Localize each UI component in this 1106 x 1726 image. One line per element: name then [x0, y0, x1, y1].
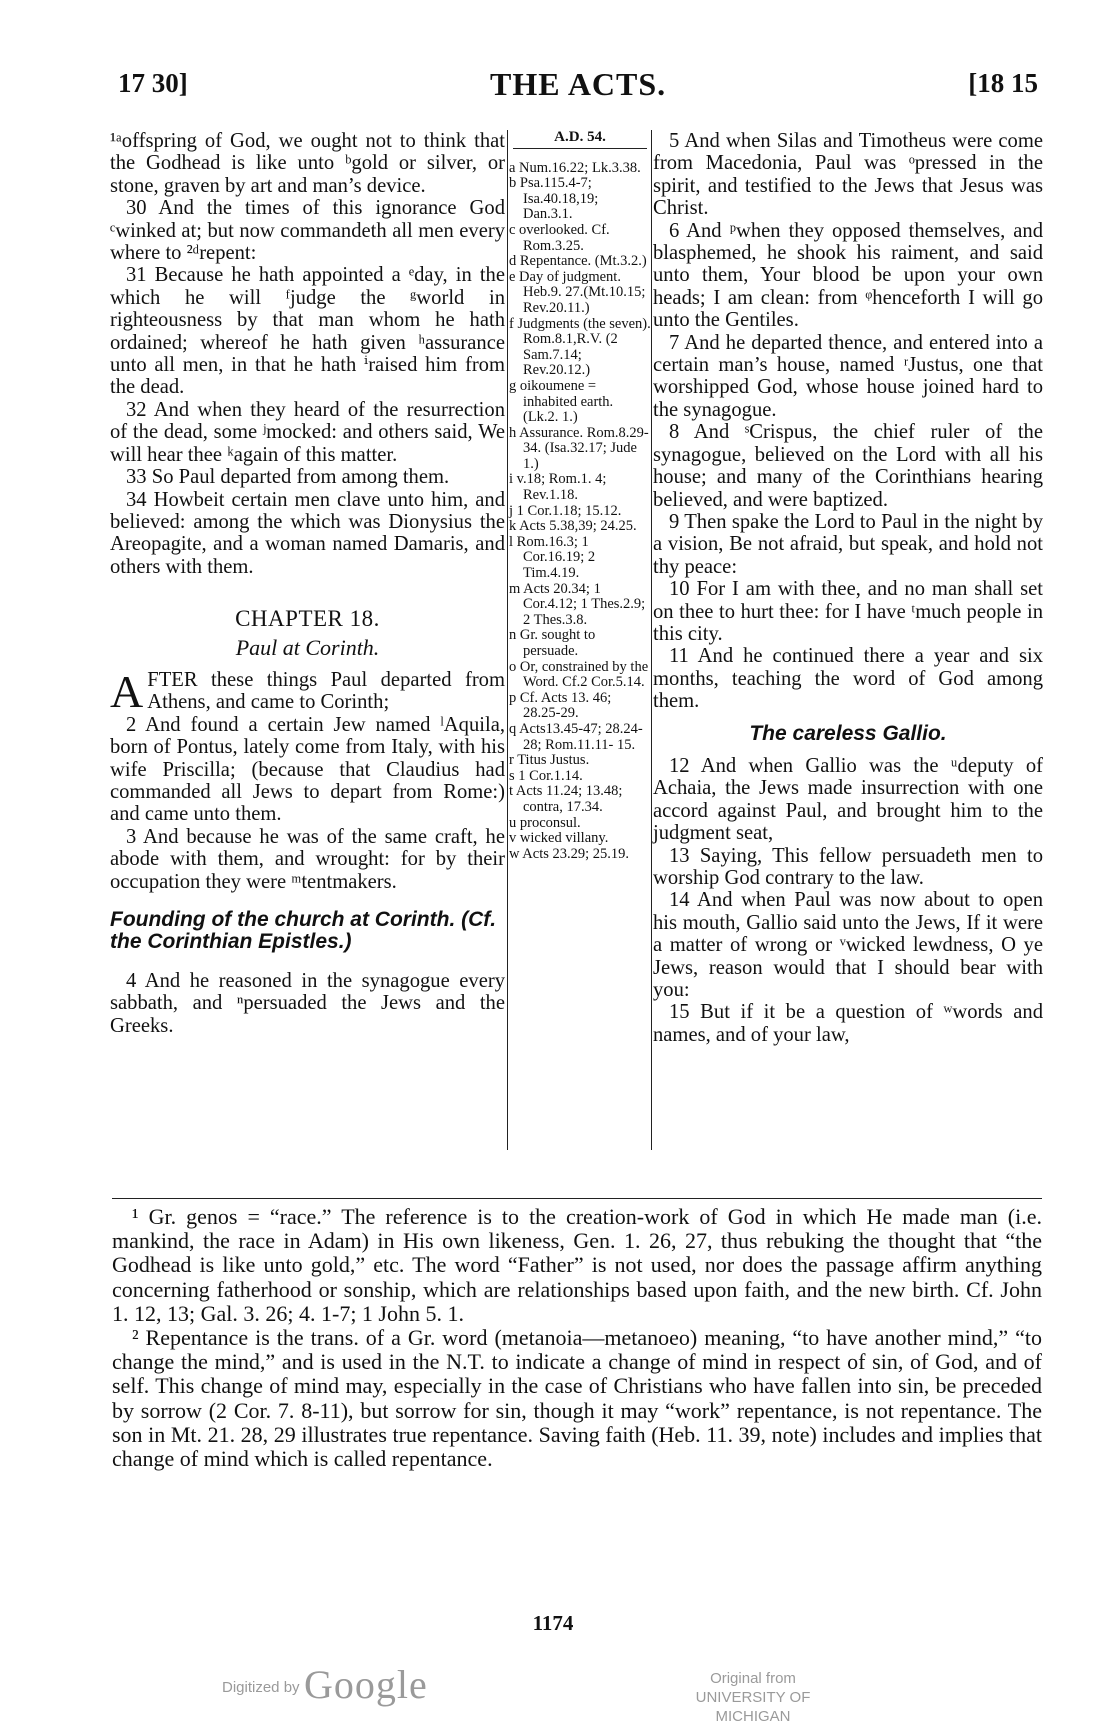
- chapter-subtitle: Paul at Corinth.: [235, 634, 380, 660]
- text-column-left: [110, 130, 505, 1037]
- reference-note: b Psa.115.4-7; Isa.40.18,19; Dan.3.1.: [509, 175, 599, 223]
- header-right-reference: [18 15: [968, 68, 1038, 98]
- section-heading-gallio: The careless Gallio.: [749, 721, 947, 745]
- verse-1: [110, 665, 505, 717]
- text-column-right: [653, 130, 1043, 1046]
- footnote-divider: [112, 1198, 1042, 1199]
- verse-15: 15 But if it be a question of ʷwords and names, and of your law,: [653, 1001, 1043, 1046]
- verse-2: 2 And found a certain Jew named ˡAquila, born of Pontus, lately come from Italy, with his wife Priscilla; (because that Claudius had commanded all Jews to depart from Rome:) and came unto them.: [110, 713, 505, 826]
- reference-note: g oikoumene = inhabited earth. (Lk.2. 1.): [509, 377, 614, 426]
- reference-note: o Or, constrained by the Word. Cf.2 Cor.5.14.: [509, 658, 649, 691]
- digitized-by-text: Digitized by: [222, 1679, 300, 1696]
- chapter-heading: CHAPTER 18.: [235, 606, 380, 632]
- reference-note: p Cf. Acts 13. 46; 28.25-29.: [509, 689, 612, 722]
- verse-29-continued: ¹ᵃoffspring of God, we ought not to think that the Godhead is like unto ᵇgold or silver, or stone, graven by art and man’s device.: [110, 130, 505, 197]
- reference-note: r Titus Justus.: [509, 752, 590, 769]
- reference-note: u proconsul.: [509, 814, 581, 831]
- verse-34: 34 Howbeit certain men clave unto him, and believed: among the which was Dionysius the Areopagite, and a woman named Damaris, and others with them.: [110, 488, 505, 578]
- verse-7: 7 And he departed thence, and entered into a certain man’s house, named ʳJustus, one that worshipped God, whose house joined hard to the synagogue.: [653, 331, 1043, 421]
- column-divider-right: [651, 130, 652, 1150]
- verse-33: 33 So Paul departed from among them.: [126, 466, 450, 489]
- reference-note: e Day of judgment. Heb.9. 27.(Mt.10.15; Rev.20.11.): [509, 268, 646, 316]
- section-heading-founding: Founding of the church at Corinth. (Cf. the Corinthian Epistles.): [110, 908, 497, 954]
- verse-1-text: FTER these things Paul departed from Athens, and came to Corinth;: [147, 668, 505, 714]
- running-header: [118, 68, 1038, 108]
- reference-note: q Acts13.45-47; 28.24-28; Rom.11.11- 15.: [509, 720, 643, 753]
- footnotes: [112, 1205, 1042, 1471]
- verse-30: 30 And the times of this ignorance God ᶜwinked at; but now commandeth all men every where to ²ᵈrepent:: [110, 197, 505, 265]
- verse-32: 32 And when they heard of the resurrection of the dead, some ʲmocked: and others said, We will hear thee ᵏagain of this matter.: [110, 398, 505, 466]
- reference-note: m Acts 20.34; 1 Cor.4.12; 1 Thes.2.9; 2 Thes.3.8.: [509, 580, 646, 628]
- verse-4: 4 And he reasoned in the synagogue every sabbath, and ⁿpersuaded the Jews and the Greeks.: [110, 969, 505, 1037]
- digitized-by-watermark: [222, 1661, 428, 1708]
- page-number: 1174: [532, 1611, 574, 1635]
- verse-8: 8 And ˢCrispus, the chief ruler of the synagogue, believed on the Lord with all his house; and many of the Corinthians hearing believed, and were baptized.: [653, 421, 1043, 511]
- verse-31: 31 Because he hath appointed a ᵉday, in the which he will ᶠjudge the ᵍworld in righteousness by that man whom he hath ordained; whereof he hath given ʰassurance unto all men, in that he hath ⁱraised him from the dead.: [110, 264, 505, 399]
- drop-cap: A: [110, 665, 144, 717]
- reference-note: i v.18; Rom.1. 4; Rev.1.18.: [509, 471, 607, 504]
- reference-note: k Acts 5.38,39; 24.25.: [509, 518, 637, 535]
- verse-5: 5 And when Silas and Timotheus were come from Macedonia, Paul was ᵒpressed in the spirit, and testified to the Jews that Jesus was Christ.: [653, 130, 1043, 220]
- reference-note: f Judgments (the seven). Rom.8.1,R.V. (2 Sam.7.14; Rev.20.12.): [509, 315, 651, 379]
- footnote-2: ² Repentance is the trans. of a Gr. word (metanoia—metanoeo) meaning, “to have another mind,” “to change the mind,” and is used in the N.T. to indicate a change of mind in respect of sin, of God, and of self. This change of mind may, especially in the case of Christians who have fallen into sin, be preceded by sorrow (2 Cor. 7. 8-11), but sorrow for sin, though it may “work” repentance, is not repentance. The son in Mt. 21. 28, 29 illustrates true repentance. Saving faith (Heb. 11. 39, note) includes and implies that change of mind which is called repentance.: [112, 1325, 1042, 1472]
- verse-3: 3 And because he was of the same craft, he abode with them, and wrought: for by their occupation they were ᵐtentmakers.: [110, 825, 505, 893]
- footnote-1: ¹ Gr. genos = “race.” The reference is to the creation-work of God in which He made man (i.e. mankind, the race in Adam) in His own likeness, Gen. 1. 26, 27, thus rebuking the thought that “the Godhead is like unto gold,” etc. The word “Father” is not used, nor does the passage affirm anything concerning fatherhood or sonship, which are relationships based upon faith, and the new birth. Cf. John 1. 12, 13; Gal. 3. 26; 4. 1-7; 1 John 5. 1.: [112, 1204, 1042, 1326]
- verse-9: 9 Then spake the Lord to Paul in the night by a vision, Be not afraid, but speak, and hold not thy peace:: [653, 510, 1043, 578]
- year-label: A.D. 54.: [513, 130, 647, 149]
- reference-note: n Gr. sought to persuade.: [509, 627, 596, 659]
- verse-11: 11 And he continued there a year and six months, teaching the word of God among them.: [653, 645, 1043, 713]
- verse-14: 14 And when Paul was now about to open his mouth, Gallio said unto the Jews, If it were a matter of wrong or ᵛwicked lewdness, O ye Jews, reason would that I should bear with you:: [653, 889, 1043, 1002]
- reference-note: c overlooked. Cf. Rom.3.25.: [509, 221, 610, 254]
- reference-note: l Rom.16.3; 1 Cor.16.19; 2 Tim.4.19.: [509, 533, 596, 582]
- verse-12: 12 And when Gallio was the ᵘdeputy of Achaia, the Jews made insurrection with one accord against Paul, and brought him to the judgment seat,: [653, 754, 1043, 845]
- reference-note: w Acts 23.29; 25.19.: [509, 845, 630, 862]
- original-from-watermark: [668, 1669, 838, 1726]
- verse-13: 13 Saying, This fellow persuadeth men to worship God contrary to the law.: [653, 844, 1043, 889]
- reference-note: a Num.16.22; Lk.3.38.: [509, 159, 641, 176]
- column-divider-left: [507, 130, 508, 1150]
- verse-6: 6 And ᵖwhen they opposed themselves, and blasphemed, he shook his raiment, and said unto them, Your blood be upon your own heads; I am clean: from ᵠhenceforth I will go unto the Gentiles.: [653, 219, 1043, 332]
- reference-note: j 1 Cor.1.18; 15.12.: [509, 502, 622, 519]
- reference-note: d Repentance. (Mt.3.2.): [509, 253, 647, 270]
- reference-note: v wicked villany.: [509, 830, 609, 847]
- header-book-title: THE ACTS.: [490, 66, 667, 102]
- google-logo: Google: [304, 1662, 428, 1707]
- verse-10: 10 For I am with thee, and no man shall set on thee to hurt thee: for I have ᵗmuch people in this city.: [653, 578, 1043, 645]
- reference-note: h Assurance. Rom.8.29-34. (Isa.32.17; Jude 1.): [509, 424, 649, 472]
- header-left-reference: 17 30]: [118, 68, 188, 98]
- original-from-text: Original from: [710, 1670, 796, 1687]
- reference-note: s 1 Cor.1.14.: [509, 767, 583, 784]
- reference-note: t Acts 11.24; 13.48; contra, 17.34.: [509, 783, 623, 815]
- reference-column: [509, 130, 651, 862]
- university-text: UNIVERSITY OF MICHIGAN: [695, 1689, 811, 1725]
